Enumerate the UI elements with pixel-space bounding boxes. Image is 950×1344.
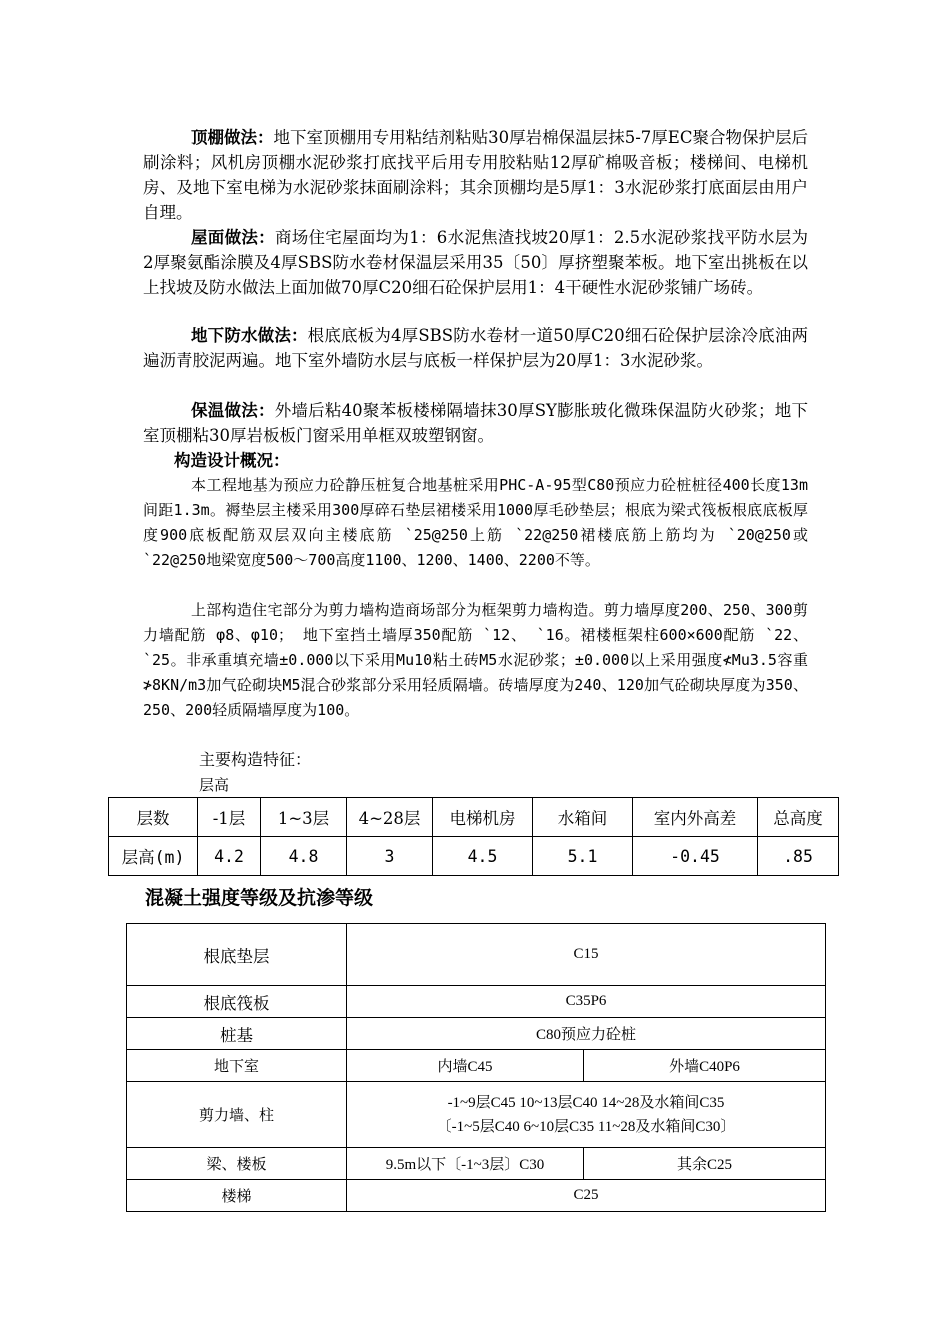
roof-text: 商场住宅屋面均为1：6水泥焦渣找坡20厚1：2.5水泥砂浆找平防水层为2厚聚氨酯涂膜及4厚SBS防水卷材保温层采用35〔50〕厚挤塑聚苯板。地下室出挑板在以上找坡及防水做法上面加做70厚C20细石砼保护层用1：4干硬性水泥砂浆铺广场砖。 xyxy=(143,228,809,297)
concrete-title: 混凝土强度等级及抗渗等级 xyxy=(145,887,374,909)
features-label: 主要构造特征： xyxy=(199,750,312,769)
row-value xyxy=(347,1082,826,1148)
roof-label: 屋面做法： xyxy=(191,228,275,247)
superstructure-paragraph: 上部构造住宅部分为剪力墙构造商场部分为框架剪力墙构造。剪力墙厚度200、250、300剪力墙配筋 φ8、φ10； 地下室挡土墙厚350配筋 `12、 `16。裙楼框架柱600×600配筋 `22、 `25。非承重填充墙±0.000以下采用Mu10粘土砖M5水泥砂浆；±0.000以上采用强度≮Mu3.5容重≯8KN/m3加气砼砌块M5混合砂浆部分采用轻质隔墙。砖墙厚度为240、120加气砼砌块厚度为350、250、200轻质隔墙厚度为100。 xyxy=(143,601,808,719)
ceiling-paragraph xyxy=(143,125,808,225)
concrete-grade-table xyxy=(126,923,826,1212)
waterproof-paragraph xyxy=(143,323,808,373)
table-row xyxy=(127,924,826,986)
table-row xyxy=(127,1082,826,1148)
row-value: C35P6 xyxy=(347,986,826,1018)
row-name: 剪力墙、柱 xyxy=(127,1082,347,1148)
foundation-paragraph: 本工程地基为预应力砼静压桩复合地基桩采用PHC-A-95型C80预应力砼桩桩径400长度13m间距1.3m。褥垫层主楼采用300厚碎石垫层裙楼采用1000厚毛砂垫层；根底为梁式筏板根底底板厚度900底板配筋双层双向主楼底筋 `25@250上筋 `22@250裙楼底筋上筋均为 `20@250或 `22@250地梁宽度500～700高度1100、1200、1400、2200不等。 xyxy=(143,476,808,569)
row-value: 外墙C40P6 xyxy=(584,1050,826,1082)
waterproof-label: 地下防水做法： xyxy=(191,326,308,345)
floor-height-table xyxy=(108,797,839,876)
row-value: 内墙C45 xyxy=(347,1050,584,1082)
table-row xyxy=(127,1050,826,1082)
row-value: C25 xyxy=(347,1180,826,1212)
row-name: 根底垫层 xyxy=(127,924,347,986)
structure-heading: 构造设计概况： xyxy=(174,451,290,470)
row-name: 楼梯 xyxy=(127,1180,347,1212)
header-cell: 1~3层 xyxy=(261,798,347,837)
cell: 4.5 xyxy=(433,837,533,876)
insulation-paragraph xyxy=(143,398,808,448)
table-row xyxy=(127,1018,826,1050)
cell: -0.45 xyxy=(633,837,758,876)
header-cell: 总高度 xyxy=(758,798,839,837)
cell: 3 xyxy=(347,837,433,876)
header-cell: -1层 xyxy=(198,798,261,837)
waterproof-text: 根底底板为4厚SBS防水卷材一道50厚C20细石砼保护层涂冷底油两遍沥青胶泥两遍。地下室外墙防水层与底板一样保护层为20厚1：3水泥砂浆。 xyxy=(143,326,808,370)
header-cell: 室内外高差 xyxy=(633,798,758,837)
ceiling-label: 顶棚做法： xyxy=(191,128,274,147)
header-cell: 电梯机房 xyxy=(433,798,533,837)
ceiling-text: 地下室顶棚用专用粘结剂粘贴30厚岩棉保温层抹5-7厚EC聚合物保护层后刷涂料；风机房顶棚水泥砂浆打底找平后用专用胶粘贴12厚矿棉吸音板；楼梯间、电梯机房、及地下室电梯为水泥砂浆抹面刷涂料；其余顶棚均是5厚1：3水泥砂浆打底面层由用户自理。 xyxy=(143,128,808,222)
row-value: C15 xyxy=(347,924,826,986)
table-row xyxy=(109,837,839,876)
shearwall-line-2: 〔-1~5层C40 6~10层C35 11~28及水箱间C30〕 xyxy=(436,1118,736,1135)
row-name: 桩基 xyxy=(127,1018,347,1050)
header-cell: 水箱间 xyxy=(533,798,633,837)
insulation-text: 外墙后粘40聚苯板楼梯隔墙抹30厚SY膨胀玻化微珠保温防火砂浆；地下室顶棚粘30厚岩板板门窗采用单框双玻塑钢窗。 xyxy=(143,401,808,445)
row-name: 根底筏板 xyxy=(127,986,347,1018)
row-name: 地下室 xyxy=(127,1050,347,1082)
cell: 层高(m) xyxy=(109,837,198,876)
row-value: 其余C25 xyxy=(584,1148,826,1180)
header-cell: 层数 xyxy=(109,798,198,837)
shearwall-line-1: -1~9层C45 10~13层C40 14~28及水箱间C35 xyxy=(447,1094,725,1111)
row-name: 梁、楼板 xyxy=(127,1148,347,1180)
table-row xyxy=(127,1180,826,1212)
cell: .85 xyxy=(758,837,839,876)
table-row xyxy=(127,986,826,1018)
row-value: C80预应力砼桩 xyxy=(347,1018,826,1050)
row-value: 9.5m以下〔-1~3层〕C30 xyxy=(347,1148,584,1180)
cell: 4.8 xyxy=(261,837,347,876)
floor-height-label: 层高 xyxy=(199,776,230,794)
insulation-label: 保温做法： xyxy=(191,401,275,420)
table-row xyxy=(109,798,839,837)
table-row xyxy=(127,1148,826,1180)
cell: 5.1 xyxy=(533,837,633,876)
header-cell: 4~28层 xyxy=(347,798,433,837)
cell: 4.2 xyxy=(198,837,261,876)
roof-paragraph xyxy=(143,225,808,300)
